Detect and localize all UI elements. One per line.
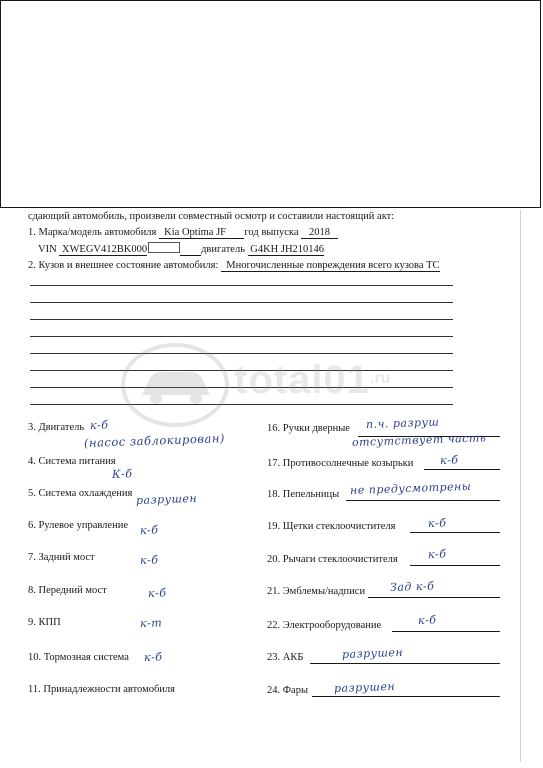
intro-text: сдающий автомобиль, произвели совместный осмотр и составили настоящий акт:: [28, 211, 395, 222]
item-wiper-blades-line: [410, 532, 500, 533]
item-emblems-label: 21. Эмблемы/надписи: [267, 586, 366, 597]
watermark-car-icon: [120, 340, 230, 430]
item-headlights-line: [312, 696, 500, 697]
item-sun-visors-note: к-б: [439, 453, 459, 467]
vin-line: [38, 242, 324, 256]
body-condition-label: 2. Кузов и внешнее состояние автомобиля:: [28, 260, 219, 271]
item-sun-visors-label: 17. Противосолнечные козырьки: [267, 458, 414, 469]
item-front-axle-note: к-б: [147, 586, 167, 600]
item-engine-note2: (насос заблокирован): [83, 431, 226, 450]
item-emblems-line: [368, 597, 500, 598]
vin-value: XWEGV412BK000: [61, 244, 148, 255]
body-condition-line: [28, 260, 440, 272]
item-wiper-arms-line: [410, 565, 500, 566]
vehicle-make-line: [28, 227, 338, 239]
engine-label: двигатель: [201, 244, 245, 255]
item-steering-note: к-б: [139, 523, 159, 537]
blank-line: [30, 336, 453, 337]
item-gearbox-note: к-т: [139, 616, 163, 630]
item-steering-label: 6. Рулевое управление: [28, 520, 128, 531]
item-battery-note: разрушен: [341, 645, 404, 661]
item-accessories-label: 11. Принадлежности автомобиля: [28, 684, 175, 695]
item-fuel-system-note: К-б: [111, 467, 133, 481]
year-label: год выпуска: [244, 227, 299, 238]
make-value: Kia Optima JF: [164, 227, 227, 238]
item-door-handles-note: п.ч. разруш: [365, 415, 440, 431]
item-engine-note: к-б: [89, 418, 109, 432]
vin-redaction-box: [148, 242, 180, 253]
year-value: 2018: [309, 227, 330, 238]
item-ashtrays-note: не предусмотрены: [349, 479, 472, 497]
item-gearbox-label: 9. КПП: [28, 617, 61, 628]
vin-label: VIN: [38, 244, 57, 255]
item-emblems-note: Зад к-б: [389, 579, 435, 594]
item-battery-line: [310, 663, 500, 664]
item-wiper-blades-note: к-б: [427, 516, 447, 530]
make-label: 1. Марка/модель автомобиля: [28, 227, 157, 238]
body-condition-value: Многочисленные повреждения всего кузова ТС: [226, 260, 440, 271]
watermark-suffix: .ru: [370, 370, 391, 387]
item-engine-label: 3. Двигатель: [28, 422, 85, 433]
item-battery-label: 23. АКБ: [267, 652, 304, 663]
item-door-handles-note2: отсутствует часть: [351, 431, 487, 449]
page-edge: [520, 210, 521, 762]
item-cooling-system-note: разрушен: [135, 491, 198, 507]
item-ashtrays-label: 18. Пепельницы: [267, 489, 340, 500]
item-wiper-arms-note: к-б: [427, 547, 447, 561]
blank-line: [30, 285, 453, 286]
engine-value: G4KH JH210146: [250, 244, 325, 255]
item-electrical-label: 22. Электрооборудование: [267, 620, 382, 631]
item-cooling-system-label: 5. Система охлаждения: [28, 488, 133, 499]
item-electrical-line: [392, 631, 500, 632]
item-brake-system-label: 10. Тормозная система: [28, 652, 129, 663]
item-brake-system-note: к-б: [143, 650, 163, 664]
item-fuel-system-label: 4. Система питания: [28, 456, 116, 467]
item-electrical-note: к-б: [417, 613, 437, 627]
blank-line: [30, 319, 453, 320]
item-door-handles-label: 16. Ручки дверные: [267, 423, 350, 434]
item-sun-visors-line: [424, 469, 500, 470]
item-rear-axle-label: 7. Задний мост: [28, 552, 95, 563]
watermark: [120, 340, 420, 430]
item-headlights-note: разрушен: [333, 679, 396, 695]
blank-line: [30, 302, 453, 303]
item-wiper-blades-label: 19. Щетки стеклоочистителя: [267, 521, 396, 532]
item-wiper-arms-label: 20. Рычаги стеклоочистителя: [267, 554, 398, 565]
watermark-brand: total01: [234, 358, 370, 402]
item-front-axle-label: 8. Передний мост: [28, 585, 107, 596]
item-ashtrays-line: [346, 500, 500, 501]
item-rear-axle-note: к-б: [139, 553, 159, 567]
item-headlights-label: 24. Фары: [267, 685, 309, 696]
redacted-header-block: [0, 0, 541, 208]
